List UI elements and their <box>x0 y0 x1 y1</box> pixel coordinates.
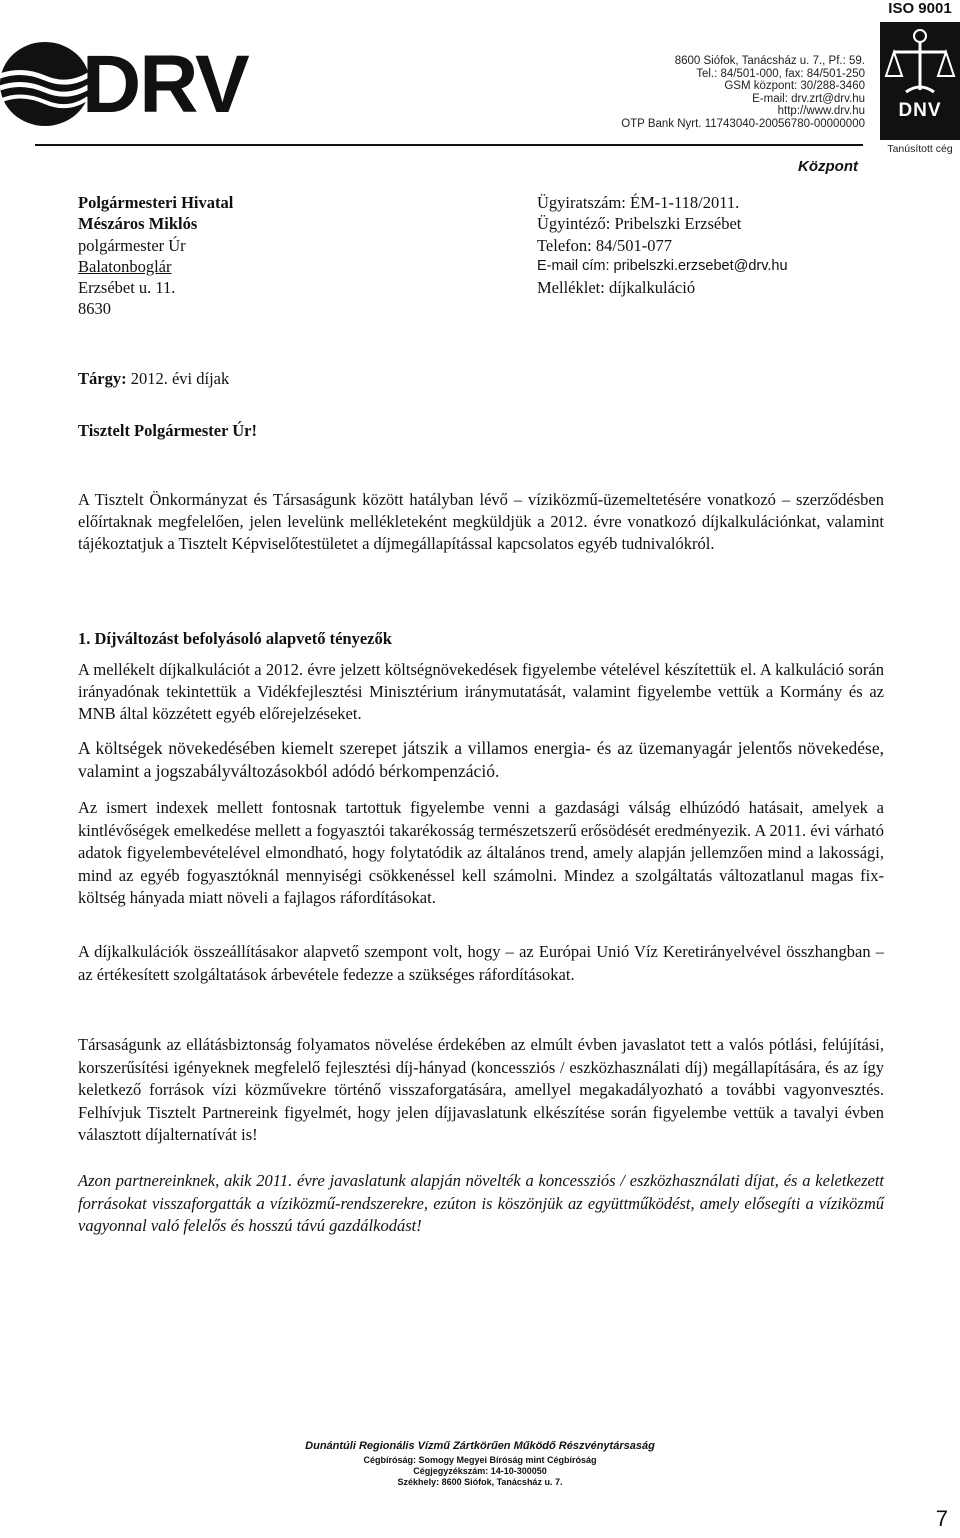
dnv-certification-badge <box>880 22 960 140</box>
subject-line <box>78 369 229 389</box>
reference-email: E-mail cím: pribelszki.erzsebet@drv.hu <box>537 257 788 274</box>
contact-address: 8600 Siófok, Tanácsház u. 7., Pf.: 59. <box>674 55 865 67</box>
footer-seat: Székhely: 8600 Siófok, Tanácsház u. 7. <box>397 1477 563 1487</box>
footer-registration: Cégjegyzékszám: 14-10-300050 <box>413 1466 547 1476</box>
subject-label: Tárgy: <box>78 369 127 388</box>
contact-gsm: GSM központ: 30/288-3460 <box>724 80 865 93</box>
paragraph-thanks: Azon partnereinknek, akik 2011. évre javaslatunk alapján növelték a koncessziós / eszközhasználati díjat, és a keletkezett forrásokat visszaforgatták a víziközmű-rendszerekre, ezúton is köszönjük az együttműködést, amely elősegíti a víziközmű vagyonnal való felelős és hosszú távú gazdálkodást! <box>78 1171 884 1236</box>
subject-text: 2012. évi díjak <box>126 369 230 388</box>
reference-attachment: Melléklet: díjkalkuláció <box>537 278 696 298</box>
reference-handler: Ügyintéző: Pribelszki Erzsébet <box>537 214 742 234</box>
paragraph-intro: A Tisztelt Önkormányzat és Társaságunk között hatályban lévő – víziközmű-üzemeltetésére vonatkozó – szerződésben előírtaknak megfelelően, jelen levelünk mellékleteként megküldjük a 2012. évre vonatkozó díjkalkulációnkat, valamint tájékoztatjuk a Tisztelt Képviselőtestületet a díjmegállapítással kapcsolatos egyéb tudnivalókról. <box>78 490 884 553</box>
paragraph-development-fee: Társaságunk az ellátásbiztonság folyamatos növelése érdekében az elmúlt évben javaslatot tett a valós pótlási, felújítási, korszerűsítési igényeknek megfelelő fejlesztési díj-hányad (koncessziós / eszközhasználati díj) megállapítására, és az így keletkező források vízi közművekre történő visszaforgatására, amellyel megakadályozható a további vagyonvesztés. Felhívjuk Tisztelt Partnereink figyelmét, hogy jelen díjjavaslatunk elkészítése során figyelembe vettük a tavalyi évben választott díjalternatívát is! <box>78 1035 884 1145</box>
addressee-street: Erzsébet u. 11. <box>78 278 176 298</box>
paragraph-calculation: A mellékelt díjkalkulációt a 2012. évre jelzett költségnövekedések figyelembe vételével készítettük el. A kalkuláció során irányadónak tekintettük a Vidékfejlesztési Minisztérium iránymutatását, valamint figyelembe vettük a Kormány és az MNB által közzétett egyéb előrejelzéseket. <box>78 660 884 723</box>
addressee-office: Polgármesteri Hivatal <box>78 193 234 212</box>
paragraph-indexes: Az ismert indexek mellett fontosnak tartottuk figyelembe venni a gazdasági válság elhúzódó hatásait, amelyek a kintlévőségek emelkedése mellett a fogyasztói takarékosság természetszerű erősödését eredményezik. A 2011. évi várható adatok figyelembevételével elmondható, hogy folytatódik az általános trend, amely alapján jellemzően mind a lakossági, mind az egyéb fogyasztóknál mennyiségi csökkenéssel kell számolni. Mindez a szolgáltatás változatlanul magas fix-költség hányada miatt növeli a fajlagos ráfordításokat. <box>78 798 884 908</box>
company-logo <box>0 38 280 134</box>
contact-bank: OTP Bank Nyrt. 11743040-20056780-00000000 <box>621 117 865 130</box>
page-number: 7 <box>935 1506 948 1531</box>
footer-company: Dunántúli Regionális Vízmű Zártkörűen Működő Részvénytársaság <box>305 1440 655 1452</box>
paragraph-costs: A költségek növekedésében kiemelt szerepet játszik a villamos energia- és az üzemanyagár jelentős növekedése, valamint a jogszabályváltozásokból adódó bérkompenzáció. <box>78 738 884 781</box>
certified-label: Tanúsított cég <box>887 143 953 155</box>
header-rule <box>35 144 863 146</box>
footer-court: Cégbíróság: Somogy Megyei Bíróság mint Cégbíróság <box>363 1455 597 1465</box>
central-label: Központ <box>798 158 858 175</box>
section-heading-1: 1. Díjváltozást befolyásoló alapvető tényezők <box>78 629 392 648</box>
addressee-zip: 8630 <box>78 299 111 319</box>
logo-text: DRV <box>82 39 248 130</box>
iso-label: ISO 9001 <box>888 0 952 17</box>
addressee-city: Balatonboglár <box>78 256 172 276</box>
paragraph-eu-directive: A díjkalkulációk összeállításakor alapvető szempont volt, hogy – az Európai Unió Víz Keretirányelvével összhangban – az értékesített szolgáltatások árbevétele fedezze a szükséges ráfordításokat. <box>78 942 884 984</box>
dnv-label: DNV <box>898 100 942 121</box>
contact-phone: Tel.: 84/501-000, fax: 84/501-250 <box>696 67 865 80</box>
water-drop-globe-icon <box>0 38 90 134</box>
contact-email[interactable]: E-mail: drv.zrt@drv.hu <box>752 92 865 105</box>
reference-block <box>537 192 788 298</box>
contact-website[interactable]: http://www.drv.hu <box>777 105 865 118</box>
reference-file-number: Ügyiratszám: ÉM-1-118/2011. <box>537 193 740 212</box>
addressee-block <box>78 192 233 320</box>
addressee-name: Mészáros Miklós <box>78 214 198 234</box>
contact-block <box>565 55 865 131</box>
footer <box>0 1437 960 1488</box>
addressee-title: polgármester Úr <box>78 235 186 255</box>
salutation: Tisztelt Polgármester Úr! <box>78 421 257 440</box>
scales-icon <box>880 22 960 102</box>
reference-phone: Telefon: 84/501-077 <box>537 235 672 255</box>
